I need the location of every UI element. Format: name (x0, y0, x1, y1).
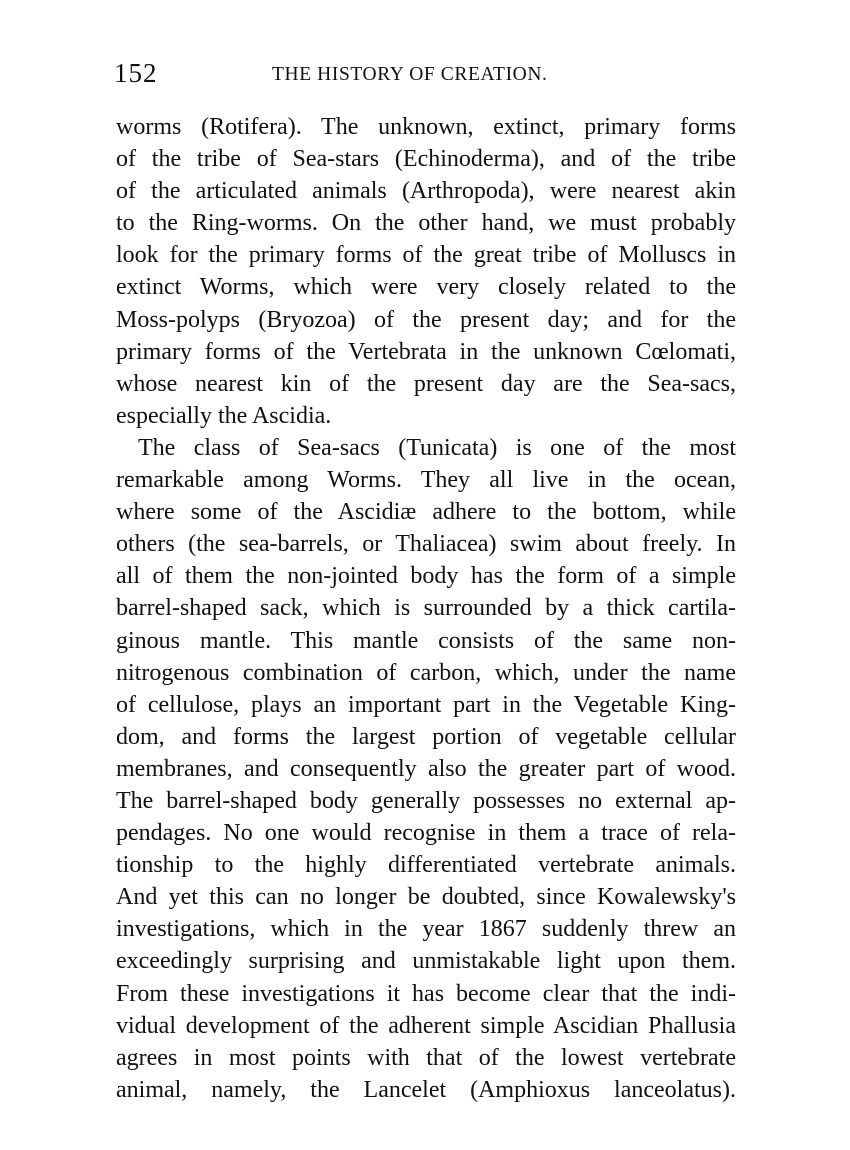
text-line: dom, and forms the largest portion of vegetable cellular (116, 723, 736, 750)
text-line: And yet this can no longer be doubted, since Kowalewsky's (116, 884, 736, 911)
text-line: remarkable among Worms. They all live in the ocean, (116, 467, 736, 494)
text-line: primary forms of the Vertebrata in the unknown Cœlomati, (116, 338, 736, 365)
text-line: The class of Sea-sacs (Tunicata) is one of the most (138, 434, 736, 461)
paragraph-2 (116, 432, 736, 1106)
page-number: 152 (114, 58, 158, 88)
body-text (116, 111, 736, 1106)
text-line: membranes, and consequently also the greater part of wood. (116, 755, 736, 782)
page-header (114, 58, 736, 90)
text-line: barrel-shaped sack, which is surrounded by a thick cartila- (116, 595, 736, 622)
text-line: all of them the non-jointed body has the form of a simple (116, 563, 736, 590)
text-line: especially the Ascidia. (116, 402, 332, 429)
running-title: THE HISTORY OF CREATION. (272, 64, 548, 85)
text-line: of the articulated animals (Arthropoda), were nearest akin (116, 178, 736, 205)
text-line: investigations, which in the year 1867 suddenly threw an (116, 916, 736, 943)
text-line: agrees in most points with that of the lowest vertebrate (116, 1044, 736, 1071)
paragraph-1 (116, 111, 736, 432)
text-line: exceedingly surprising and unmistakable light upon them. (116, 948, 736, 975)
text-line: where some of the Ascidiæ adhere to the bottom, while (116, 499, 736, 526)
text-line: of cellulose, plays an important part in the Vegetable King- (116, 691, 736, 718)
text-line: The barrel-shaped body generally possesses no external ap- (116, 787, 736, 814)
text-line: extinct Worms, which were very closely related to the (116, 274, 736, 301)
text-line: others (the sea-barrels, or Thaliacea) swim about freely. In (116, 531, 736, 558)
text-line: worms (Rotifera). The unknown, extinct, primary forms (116, 114, 736, 140)
text-line: whose nearest kin of the present day are the Sea-sacs, (116, 370, 736, 397)
text-line: Moss-polyps (Bryozoa) of the present day; and for the (116, 306, 736, 333)
text-line: pendages. No one would recognise in them a trace of rela- (116, 820, 736, 847)
text-line: ginous mantle. This mantle consists of the same non- (116, 627, 736, 654)
text-line: vidual development of the adherent simple Ascidian Phallusia (116, 1012, 736, 1039)
text-line: look for the primary forms of the great tribe of Molluscs in (116, 242, 736, 269)
text-line: tionship to the highly differentiated vertebrate animals. (116, 852, 736, 879)
text-line: of the tribe of Sea-stars (Echinoderma), and of the tribe (116, 146, 736, 173)
text-line: From these investigations it has become clear that the indi- (116, 980, 736, 1007)
text-line: nitrogenous combination of carbon, which, under the name (116, 659, 736, 686)
text-line: to the Ring-worms. On the other hand, we must probably (116, 210, 736, 237)
text-line: animal, namely, the Lancelet (Amphioxus lanceolatus). (116, 1076, 736, 1103)
